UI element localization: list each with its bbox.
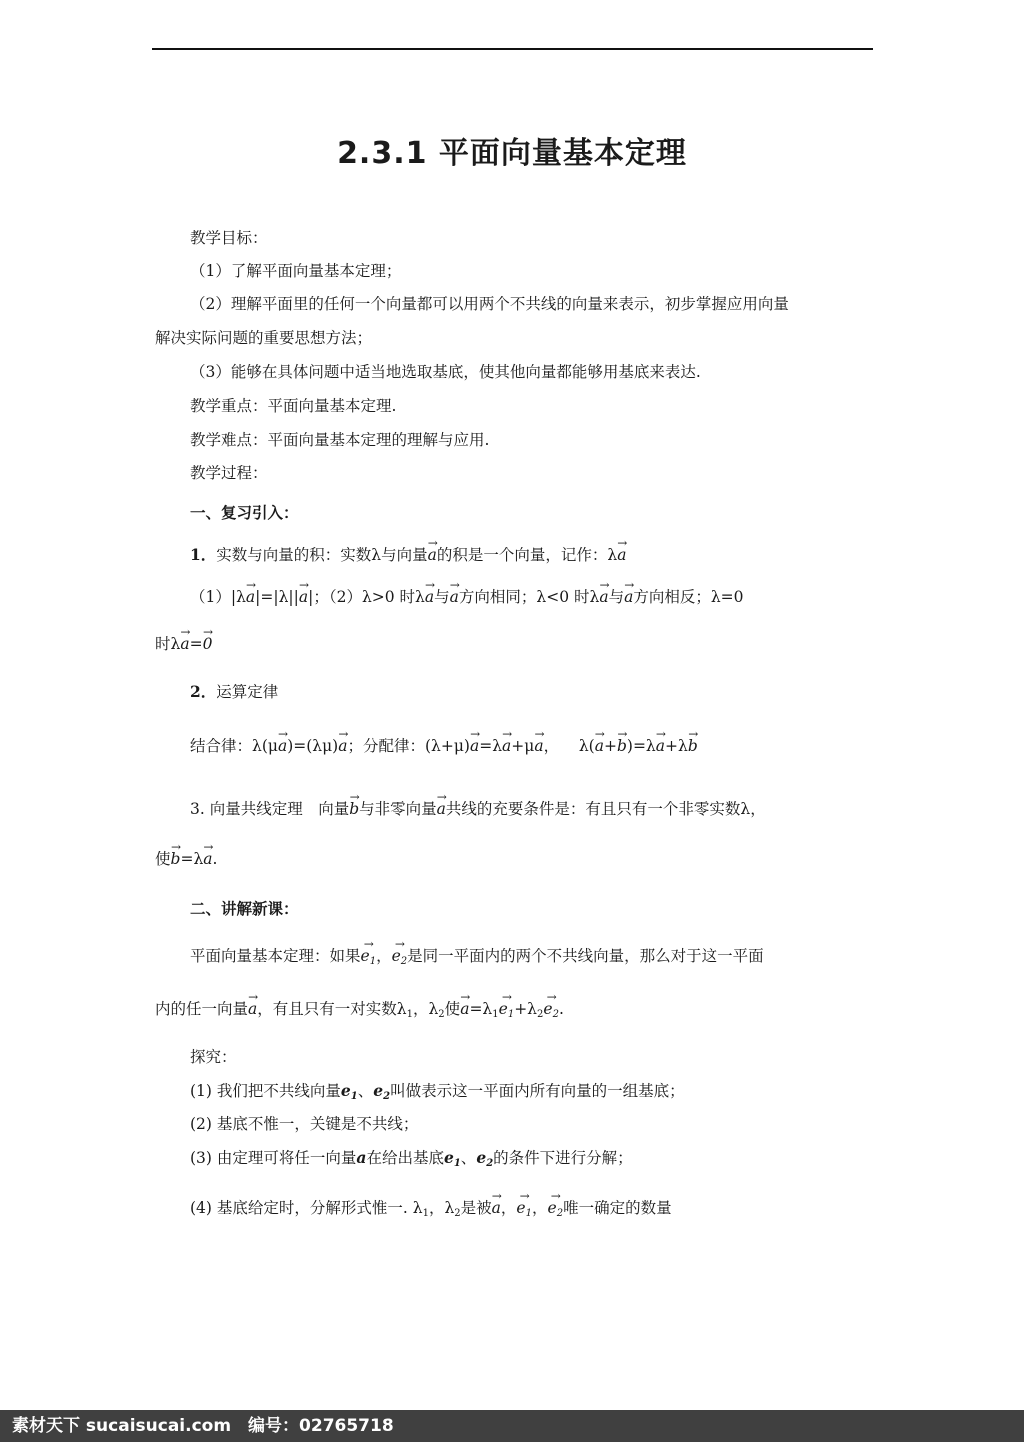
text: ， — [376, 947, 392, 965]
vector-b: → b — [349, 798, 359, 820]
text: 、 — [357, 1082, 374, 1100]
vector-e2 — [543, 998, 559, 1026]
text: +λ — [514, 1000, 537, 1018]
top-rule — [152, 48, 873, 50]
subscript: 2 — [556, 1208, 564, 1219]
vector-e1 — [499, 998, 515, 1026]
e-letter: e — [547, 1199, 557, 1217]
subscript: 2 — [438, 1009, 445, 1020]
text: 3. 向量共线定理 向量 — [190, 800, 350, 818]
text: 使 — [155, 850, 171, 868]
item-2 — [190, 681, 278, 703]
teaching-focus: 教学重点：平面向量基本定理. — [190, 397, 397, 415]
vector-b: → b — [688, 735, 698, 757]
text: 时λ — [155, 635, 181, 653]
explore-heading: 探究： — [190, 1048, 237, 1066]
text: ，有且只有一对实数λ — [257, 1000, 407, 1018]
text: 与 — [434, 588, 450, 606]
text: ， — [531, 1199, 548, 1217]
teaching-process: 教学过程： — [190, 464, 268, 482]
subscript: 2 — [383, 1091, 391, 1102]
explore-2: (2) 基底不惟一，关键是不共线； — [190, 1115, 419, 1133]
subscript: 1 — [422, 1208, 429, 1219]
text: （1）|λ — [190, 588, 246, 606]
text: (3) 由定理可将任一向量 — [190, 1149, 357, 1167]
objectives-heading: 教学目标： — [190, 229, 268, 247]
text: λ( — [578, 737, 595, 755]
subscript: 2 — [486, 1158, 494, 1169]
vector-a: → a — [428, 544, 437, 566]
text: 叫做表示这一平面内所有向量的一组基底； — [390, 1082, 685, 1100]
item-1-text: 实数与向量的积：实数λ与向量 — [216, 546, 428, 564]
text: (1) 我们把不共线向量 — [190, 1082, 341, 1100]
text: =λ — [180, 850, 204, 868]
text: =λ — [469, 1000, 493, 1018]
e-letter: e — [498, 1000, 508, 1018]
subscript: 2 — [400, 956, 408, 967]
objective-3: （3）能够在具体问题中适当地选取基底，使其他向量都能够用基底来表达. — [190, 363, 701, 381]
basis-e2 — [476, 1148, 493, 1167]
text: )=λ — [626, 737, 656, 755]
vector-a: → a — [502, 735, 511, 757]
subscript: 1 — [453, 1158, 461, 1169]
e-letter: e — [373, 1081, 384, 1100]
text: 结合律：λ(μ — [190, 737, 278, 755]
text: 是被 — [460, 1199, 492, 1217]
objective-2a: （2）理解平面里的任何一个向量都可以用两个不共线的向量来表示，初步掌握应用向量 — [190, 295, 789, 313]
vector-a: → a — [203, 848, 212, 870]
vector-b: → b — [171, 848, 181, 870]
item-3 — [190, 798, 766, 820]
vector-a: → a — [299, 586, 308, 608]
text: . — [212, 850, 218, 868]
text: 与 — [608, 588, 625, 606]
vector-a: → a — [425, 586, 434, 608]
basis-e1 — [341, 1081, 358, 1100]
subscript: 1 — [406, 1009, 413, 1020]
text: 与非零向量 — [359, 800, 437, 818]
text: ，λ — [428, 1199, 455, 1217]
e-letter: e — [543, 1000, 553, 1018]
vector-a: → a — [338, 735, 347, 757]
basis-e1 — [444, 1148, 461, 1167]
text: 内的任一向量 — [155, 1000, 249, 1018]
vector-a: → a — [450, 586, 459, 608]
e-letter: e — [391, 947, 401, 965]
item-3-cont — [155, 848, 217, 870]
vector-a: → a — [437, 798, 446, 820]
vector-a-bold: a — [356, 1148, 367, 1167]
vector-a: → a — [534, 735, 543, 757]
vector-a: → a — [460, 998, 469, 1020]
watermark-footer: 素材天下 sucaisucai.com 编号：02765718 — [0, 1410, 1024, 1442]
subscript: 1 — [525, 1208, 532, 1219]
explore-4 — [190, 1197, 672, 1225]
vector-a: → a — [248, 998, 257, 1020]
vector-e2 — [392, 945, 408, 973]
e-letter: e — [360, 947, 370, 965]
page-title: 2.3.1 平面向量基本定理 — [337, 136, 687, 171]
text: = — [189, 635, 203, 653]
properties-line-cont — [155, 633, 212, 655]
vector-b: → b — [617, 735, 627, 757]
vector-a: → a — [595, 735, 604, 757]
item-1 — [190, 544, 626, 566]
subscript: 2 — [454, 1208, 461, 1219]
text: 平面向量基本定理：如果 — [190, 947, 361, 965]
vector-a: → a — [624, 586, 633, 608]
subscript: 1 — [507, 1009, 515, 1020]
operation-laws — [190, 735, 698, 757]
objective-1: （1）了解平面向量基本定理； — [190, 262, 402, 280]
text: 在给出基底 — [366, 1149, 444, 1167]
section-new-lesson: 二、讲解新课： — [190, 899, 299, 918]
explore-1 — [190, 1080, 685, 1108]
explore-3 — [190, 1147, 633, 1175]
text: + — [603, 737, 617, 755]
text: 是同一平面内的两个不共线向量，那么对于这一平面 — [407, 947, 764, 965]
text: |=|λ|| — [255, 588, 299, 606]
text: 方向相同；λ<0 时λ — [458, 588, 600, 606]
text: 唯一确定的数量 — [563, 1199, 672, 1217]
teaching-difficulty: 教学难点：平面向量基本定理的理解与应用. — [190, 431, 490, 449]
objective-2b: 解决实际问题的重要思想方法； — [155, 329, 373, 347]
subscript: 1 — [492, 1009, 499, 1020]
subscript: 1 — [369, 956, 377, 967]
basis-e2 — [373, 1081, 390, 1100]
item-1-text2: 的积是一个向量，记作：λ — [436, 546, 618, 564]
vector-e2 — [548, 1197, 564, 1225]
text: 使 — [444, 1000, 461, 1018]
subscript: 2 — [552, 1009, 559, 1020]
text: )=(λμ) — [287, 737, 339, 755]
vector-a: → a — [617, 544, 626, 566]
subscript: 1 — [350, 1091, 358, 1102]
vector-a: → a — [492, 1197, 501, 1219]
text: +μ — [511, 737, 535, 755]
text: ，λ — [412, 1000, 439, 1018]
vector-a: → a — [470, 735, 479, 757]
theorem-line — [190, 945, 764, 973]
item-2-text: 运算定律 — [216, 683, 279, 701]
text: ；分配律：(λ+μ) — [347, 737, 470, 755]
e-letter: e — [516, 1199, 526, 1217]
text: ， — [500, 1199, 517, 1217]
text: 方向相反；λ=0 — [633, 588, 744, 606]
e-letter: e — [340, 1081, 351, 1100]
subscript: 2 — [537, 1009, 544, 1020]
vector-a: → a — [278, 735, 287, 757]
vector-a: → a — [599, 586, 608, 608]
e-letter: e — [476, 1148, 487, 1167]
vector-a: → a — [246, 586, 255, 608]
theorem-line-cont — [155, 998, 564, 1026]
text: |；（2）λ>0 时λ — [308, 588, 425, 606]
item-2-number: 2． — [190, 682, 217, 701]
text: 的条件下进行分解； — [493, 1149, 633, 1167]
text: . — [558, 1000, 564, 1018]
text: =λ — [479, 737, 503, 755]
vector-e1 — [361, 945, 377, 973]
e-letter: e — [443, 1148, 454, 1167]
vector-e1 — [516, 1197, 532, 1225]
vector-a: → a — [656, 735, 665, 757]
text: ， — [543, 737, 560, 755]
zero-vector: → 0 — [203, 633, 213, 655]
vector-a: → a — [180, 633, 189, 655]
properties-line — [190, 586, 744, 608]
text: 、 — [460, 1149, 477, 1167]
section-review: 一、复习引入： — [190, 503, 299, 522]
text: (4) 基底给定时，分解形式惟一. λ — [190, 1199, 423, 1217]
text: 共线的充要条件是：有且只有一个非零实数λ， — [445, 800, 766, 818]
text: +λ — [665, 737, 688, 755]
item-1-number: 1． — [190, 545, 217, 564]
